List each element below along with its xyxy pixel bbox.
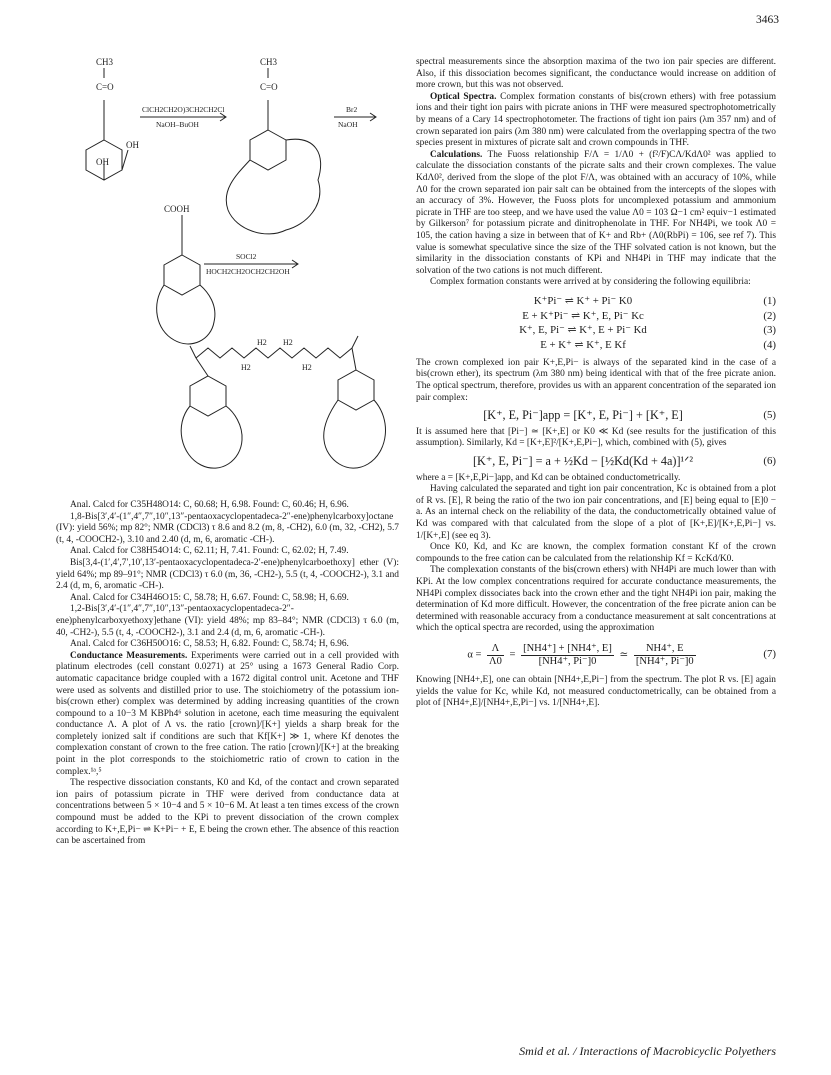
carbonyl-right: C=O bbox=[260, 82, 278, 92]
benzene-ring-product-left bbox=[190, 376, 226, 416]
paragraph: Anal. Calcd for C35H48O14: C, 60.68; H, 6.98. Found: C, 60.46; H, 6.96. bbox=[70, 500, 349, 510]
reagent-1-bottom: NaOH–BuOH bbox=[156, 120, 199, 129]
paragraph: Knowing [NH4+,E], one can obtain [NH4+,E,Pi−] from the spectrum. The plot R vs. [E] again yields the value for Kc, while Kd, not measured conductometrically, can be obtained from a plot of [NH4+,E]/[NH4+,E,Pi−] vs. 1/[NH4+,E]. bbox=[416, 675, 776, 709]
ch3-right: CH3 bbox=[260, 57, 278, 67]
h2-label: H2 bbox=[257, 338, 267, 347]
section-heading: Optical Spectra. bbox=[430, 91, 497, 102]
benzene-ring-product-right bbox=[338, 370, 374, 410]
crown-ring-middle bbox=[226, 139, 320, 234]
section-heading: Conductance Measurements. bbox=[70, 650, 188, 661]
carbonyl-left: C=O bbox=[96, 82, 114, 92]
paragraph: Conductance Measurements. Experiments were carried out in a cell provided with platinum electrodes (cell constant 0.0271) at 25° using a 1673 General Radio Corp. automatic capacitance bridge coupled with a 1672 digital control unit. Acetone and THF were used as solvents and distilled prior to use. The stoichiometry of the potassium ion-bis(crown ether) complex was determined by adding increasing quantities of the crown compound to a 10−3 M KBPh4⁶ solution in acetone, each time measuring the equivalent conductance Λ. A plot of Λ vs. the ratio [crown]/[K+] yields a sharp break for the completely ionized salt if conditions are such that Kf[K+] ≫ 1, where Kf denotes the complexation constant of crown to the free cation. The ratio [crown]/[K+] at the breaking point in the plot corresponds to the stoichiometric ratio of crown to cation in the complex.¹ᵃ,⁵ bbox=[56, 650, 399, 777]
h2-label: H2 bbox=[241, 363, 251, 372]
equation-3: K⁺, E, Pi⁻ ⇌ K⁺, E + Pi⁻ Kd (3) bbox=[519, 324, 776, 337]
equation-4: E + K⁺ ⇌ K⁺, E Kf (4) bbox=[540, 338, 776, 351]
paragraph: Having calculated the separated and tight ion pair concentration, Kc is obtained from a plot of R vs. [E], R being the ratio of the two ion pair concentrations, and [E] being equal to [E]0 − a. As an internal check on the reliability of the data, the conductometrically obtained value of Kd was compared with that calculated from the slope of a plot of [K+,E]/[K+,E,Pi−] vs. 1/[K+,E] (see eq 3). bbox=[416, 484, 776, 541]
ch3-left: CH3 bbox=[96, 57, 114, 67]
equation-7: α = $\frac{\Lambda}{\Lambda 0}$ = $\frac{[NH4^+] + [NH4^+, E]}{[NH4^+, Pi^-]0}$ ≃ $\frac{NH4^+, E}{[NH4^+, Pi^-]0}$ (7) bbox=[467, 642, 776, 667]
paragraph: The complexation constants of the bis(crown ethers) with NH4Pi are much lower than with KPi. At the low complex concentrations required for accurate conductance measurements, the NH4Pi complex dissociates back into the crown ether and the tight NH4Pi ion pair, making the determination of Kd more difficult. However, the concentration of the free picrate anion can be determined with reasonable accuracy from a conductance measurement at salt concentrations at which the optical spectra are recorded, using the approximation bbox=[416, 565, 776, 634]
reagent-2-bottom: NaOH bbox=[338, 120, 358, 129]
crown-ring-product-right bbox=[324, 400, 386, 468]
equation-2: E + K⁺Pi⁻ ⇌ K⁺, E, Pi⁻ Kc (2) bbox=[522, 309, 776, 322]
cooh-label: COOH bbox=[164, 204, 190, 214]
ester-chain bbox=[196, 348, 352, 358]
paragraph: It is assumed here that [Pi−] ≃ [K+,E] or K0 ≪ Kd (see results for the justification of this assumption). Similarly, Kd = [K+,E]²/[K+,E,Pi−], which, combined with (5), gives bbox=[416, 426, 776, 449]
paragraph: Bis[3,4-(1′,4′,7′,10′,13′-pentaoxacyclopentadeca-2′-ene)phenylcarboethoxy] ether (V): yield 64%; mp 89–91°; NMR (CDCl3) τ 6.0 (m, 36, -CH2-), 5.5 (t, 4, -COOCH2-), 3.1 and 2.4 (d, m, 6, aromatic -CH-). bbox=[56, 557, 399, 592]
reagent-2-top: Br2 bbox=[346, 105, 358, 114]
left-column bbox=[56, 500, 399, 848]
benzene-ring-middle bbox=[250, 130, 286, 170]
paragraph: Anal. Calcd for C38H54O14: C, 62.11; H, 7.41. Found: C, 62.02; H, 7.49. bbox=[70, 546, 349, 557]
running-footer: Smid et al. / Interactions of Macrobicyclic Polyethers bbox=[519, 1044, 776, 1058]
paragraph: Anal. Calcd for C34H46O15: C, 58.78; H, 6.67. Found: C, 58.98; H, 6.69. bbox=[70, 592, 349, 603]
crown-ring-acid bbox=[157, 285, 215, 344]
paragraph: Optical Spectra. Complex formation constants of bis(crown ethers) with free potassium ions and their tight ion pairs with picrate anions in THF were measured spectrophotometrically by means of a Cary 14 spectrophotometer. The fractions of tight ion pairs (λm 357 nm) and of crown separated ion pairs (λm 380 nm) were calculated from the overlapping spectra of the two species present in mixtures of picrate salt and crown compounds in THF. bbox=[416, 91, 776, 149]
right-column bbox=[416, 57, 776, 710]
synthesis-scheme bbox=[56, 40, 399, 498]
reagent-3-bottom: HOCH2CH2OCH2CH2OH bbox=[206, 267, 290, 276]
page-number: 3463 bbox=[756, 14, 779, 26]
paragraph: where a = [K+,E,Pi−]app, and Kd can be obtained conductometrically. bbox=[416, 472, 681, 483]
h2-label: H2 bbox=[302, 363, 312, 372]
paragraph: Once K0, Kd, and Kc are known, the complex formation constant Kf of the crown compounds to the free cation can be calculated from the relationship Kf = KcKd/K0. bbox=[416, 542, 776, 564]
paragraph: 1,2-Bis[3′,4′-(1″,4″,7″,10″,13″-pentaoxacyclopentadeca-2″-ene)phenylcarboxyethoxy]ethane (VI): yield 48%; mp 83–84°; NMR (CDCl3) τ 6.0 (m, 40, -CH2-), 5.5 (t, 4, -COOCH2-), 3.1 and 2.4 (d, m, 6, aromatic -CH-). bbox=[56, 604, 399, 638]
equation-1: K⁺Pi⁻ ⇌ K⁺ + Pi⁻ K0 (1) bbox=[533, 295, 776, 308]
paragraph: Anal. Calcd for C36H50O16: C, 58.53; H, 6.82. Found: C, 58.74; H, 6.96. bbox=[70, 639, 349, 650]
section-heading: Calculations. bbox=[430, 149, 483, 160]
paragraph: The respective dissociation constants, K0 and Kd, of the contact and crown separated ion pairs of potassium picrate in THF were derived from conductance data at concentrations between 5 × 10−4 and 5 × 10−6 M. At least a ten times excess of the crown compound must be added to the KPi to prevent dissociation of the crown complex according to K+,E,Pi− ⇌ K+Pi− + E, E being the crown ether. The absence of this reaction can be ascertained from bbox=[56, 778, 399, 847]
paragraph: 1,8-Bis[3′,4′-(1″,4″,7″,10″,13″-pentaoxacyclopentadeca-2″-ene)phenylcarboxy]octane (IV): yield 56%; mp 82°; NMR (CDCl3) τ 8.6 and 8.2 (m, 8, -CH2), 6.0 (m, 32, -CH2), 5.7 (t, 4, -COOCH2-), 3.10 and 2.40 (d, m, 6, aromatic -CH-). bbox=[56, 511, 399, 545]
crown-ring-product-left bbox=[181, 406, 242, 468]
paragraph: Calculations. The Fuoss relationship F/Λ = 1/Λ0 + (f²/F)CΛ/KdΛ0² was applied to calculate the dissociation constants of the picrate salts and their crown complexes. The value KdΛ0², derived from the slope of the plot F/Λ, was obtained with an accuracy of 10%, while Λ0 for the crown separated ion pair salt can be obtained from the intercepts of the slopes with an accuracy of 3%. However, the Fuoss plots for uncomplexed potassium and ammonium picrate in THF are too steep, and we have used the value Λ0 = 103 Ω−1 cm² equiv−1 estimated by Gilkerson⁷ for potassium picrate and dinitrophenolate in THF. For NH4Pi, we took Λ0 = 105, the cation having a size in between that of K+ and Rb+ (Λ0(RbPi) = 106, see ref 7). This value is somewhat speculative since the size of the THF solvated cation is not known, but the similarity in the dissociation constants of KPi and NH4Pi in THF may indicate that the solvation of the two cations is not much different. bbox=[416, 149, 776, 276]
benzene-ring-acid bbox=[164, 255, 200, 295]
oh-top-label: OH bbox=[126, 140, 139, 150]
reagent-1-top: ClCH2CH2O)3CH2CH2Cl bbox=[142, 105, 225, 114]
equilibria-block bbox=[416, 295, 776, 353]
reagent-3-top: SOCl2 bbox=[236, 252, 257, 261]
paragraph: The crown complexed ion pair K+,E,Pi− is always of the separated kind in the case of a bis(crown ether), its spectrum (λm 380 nm) being identical with that of the free picrate anion. The optical spectrum, therefore, provides us with an apparent concentration of the separated ion pair complex: bbox=[416, 357, 776, 403]
h2-label: H2 bbox=[283, 338, 293, 347]
paragraph: spectral measurements since the absorption maxima of the two ion pair species are different. Also, if this dissociation becomes significant, the conductance would increase on addition of more crown, but this was not observed. bbox=[416, 57, 776, 91]
paragraph: Complex formation constants were arrived at by considering the following equilibria: bbox=[430, 277, 751, 288]
equation-6: [K⁺, E, Pi⁻] = a + ½Kd − [½Kd(Kd + 4a)]¹ᐟ² (6) bbox=[472, 454, 776, 469]
oh-bottom-label: OH bbox=[96, 157, 109, 167]
equation-5: [K⁺, E, Pi⁻]app = [K⁺, E, Pi⁻] + [K⁺, E] (5) bbox=[483, 408, 776, 423]
